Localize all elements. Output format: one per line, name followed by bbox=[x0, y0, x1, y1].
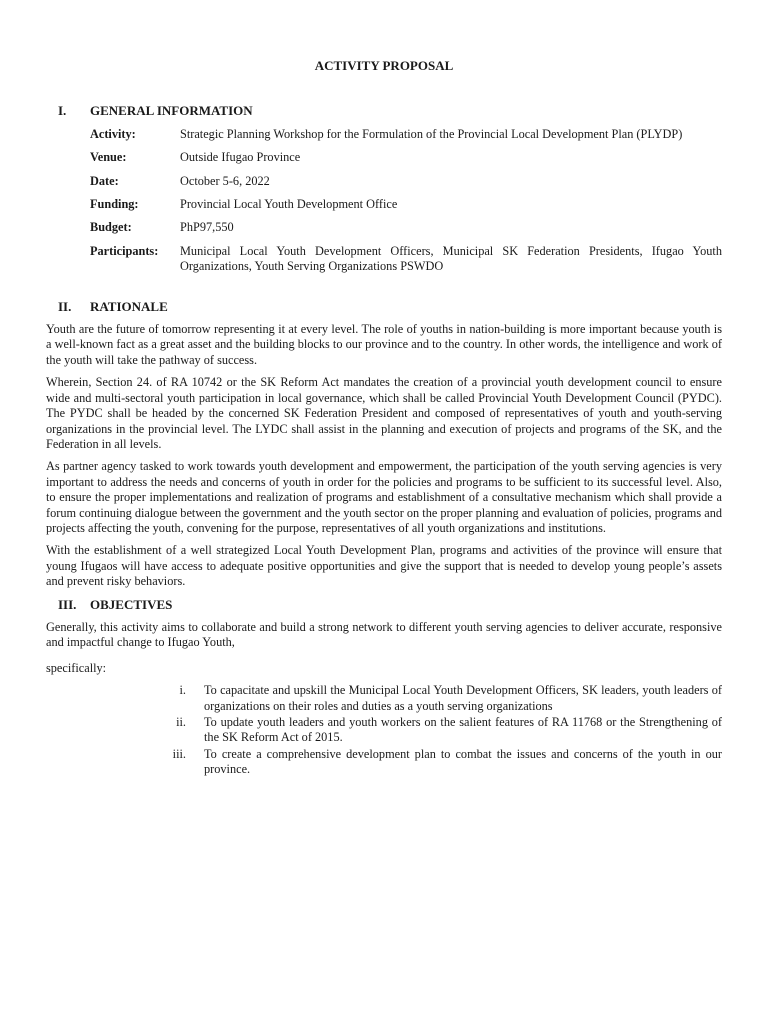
info-label: Budget: bbox=[90, 220, 132, 235]
list-item bbox=[46, 683, 722, 714]
info-label: Funding: bbox=[90, 197, 139, 212]
section-number: II. bbox=[58, 298, 72, 314]
section-heading-rationale bbox=[46, 299, 722, 314]
section-number: I. bbox=[58, 103, 67, 119]
list-item-number: i. bbox=[179, 683, 186, 698]
section-number: III. bbox=[58, 596, 77, 612]
list-item-text: To capacitate and upskill the Municipal Local Youth Development Officers, SK leaders, youth leaders of organizations on their roles and duties as a youth serving organizations bbox=[204, 683, 722, 713]
info-label: Participants: bbox=[90, 243, 159, 258]
info-row-activity bbox=[90, 127, 722, 142]
section-heading-objectives bbox=[46, 597, 722, 612]
info-row-date bbox=[90, 174, 722, 189]
section-title: GENERAL INFORMATION bbox=[90, 103, 253, 119]
objectives-intro: Generally, this activity aims to collaborate and build a strong network to different youth serving agencies to deliver accurate, responsive and impactful change to Ifugao Youth, bbox=[46, 619, 722, 650]
list-item-number: iii. bbox=[172, 746, 186, 761]
info-row-budget bbox=[90, 220, 722, 235]
rationale-paragraph: As partner agency tasked to work towards youth development and empowerment, the participation of the youth serving agencies is very important to address the needs and concerns of youth in order for the policies and programs to be sufficient to its successful level. Also, to ensure the proper implementations and realization of programs and establishment of a consultative mechanism which shall provide a forum continuing dialogue between the government and the youth sector on the proper planning and evaluation of policies, programs and projects affecting the youth, convening for the purpose, representatives of all youth organizations and institutions. bbox=[46, 459, 722, 535]
list-item-text: To create a comprehensive development plan to combat the issues and concerns of the youth in our province. bbox=[204, 746, 722, 777]
rationale-paragraph: With the establishment of a well strategized Local Youth Development Plan, programs and activities of the province will ensure that young Ifugaos will have access to adequate positive opportunities and give the support that is needed to develop young people’s assets and prevent risky behaviors. bbox=[46, 543, 722, 589]
document-title: ACTIVITY PROPOSAL bbox=[314, 58, 454, 73]
info-label: Date: bbox=[90, 173, 119, 188]
info-label: Venue: bbox=[90, 150, 127, 165]
general-info-list bbox=[90, 127, 722, 275]
rationale-paragraph: Youth are the future of tomorrow representing it at every level. The role of youths in nation-building is more important because youth is a well-known fact as a great asset and the building blocks to our province and to the country. In other words, the intelligence and work of the youth will take the pathway of success. bbox=[46, 322, 722, 367]
rationale-paragraph: Wherein, Section 24. of RA 10742 or the SK Reform Act mandates the creation of a provincial youth development council to ensure wide and multi-sectoral youth participation in local governance, which shall be called Provincial Youth Development Council (PYDC). The PYDC shall be headed by the concerned SK Federation President and composed of representatives of youth and youth-serving organizations in the provincial level. The LYDC shall assist in the planning and execution of projects and programs of the SK, and the Federation in all levels. bbox=[46, 375, 722, 451]
objectives-specifically: specifically: bbox=[46, 660, 107, 675]
section-title: OBJECTIVES bbox=[90, 596, 173, 612]
info-row-participants bbox=[90, 244, 722, 275]
objectives-list bbox=[46, 683, 722, 777]
info-value: Provincial Local Youth Development Office bbox=[180, 197, 398, 212]
info-value: Strategic Planning Workshop for the Formulation of the Provincial Local Development Plan (PLYDP) bbox=[180, 126, 683, 141]
info-value: Municipal Local Youth Development Officers, Municipal SK Federation Presidents, Ifugao Youth Organizations, Youth Serving Organizations PSWDO bbox=[180, 243, 722, 274]
section-heading-general bbox=[46, 103, 722, 118]
list-item bbox=[46, 715, 722, 746]
info-value: October 5-6, 2022 bbox=[180, 173, 270, 188]
info-value: Outside Ifugao Province bbox=[180, 150, 301, 165]
info-label: Activity: bbox=[90, 126, 136, 141]
section-title: RATIONALE bbox=[90, 298, 168, 314]
info-row-funding bbox=[90, 197, 722, 212]
list-item-text: To update youth leaders and youth workers on the salient features of RA 11768 or the Strengthening of the SK Reform Act of 2015. bbox=[204, 715, 722, 745]
list-item-number: ii. bbox=[176, 715, 186, 729]
list-item bbox=[46, 747, 722, 778]
info-value: PhP97,550 bbox=[180, 220, 234, 235]
info-row-venue bbox=[90, 150, 722, 165]
